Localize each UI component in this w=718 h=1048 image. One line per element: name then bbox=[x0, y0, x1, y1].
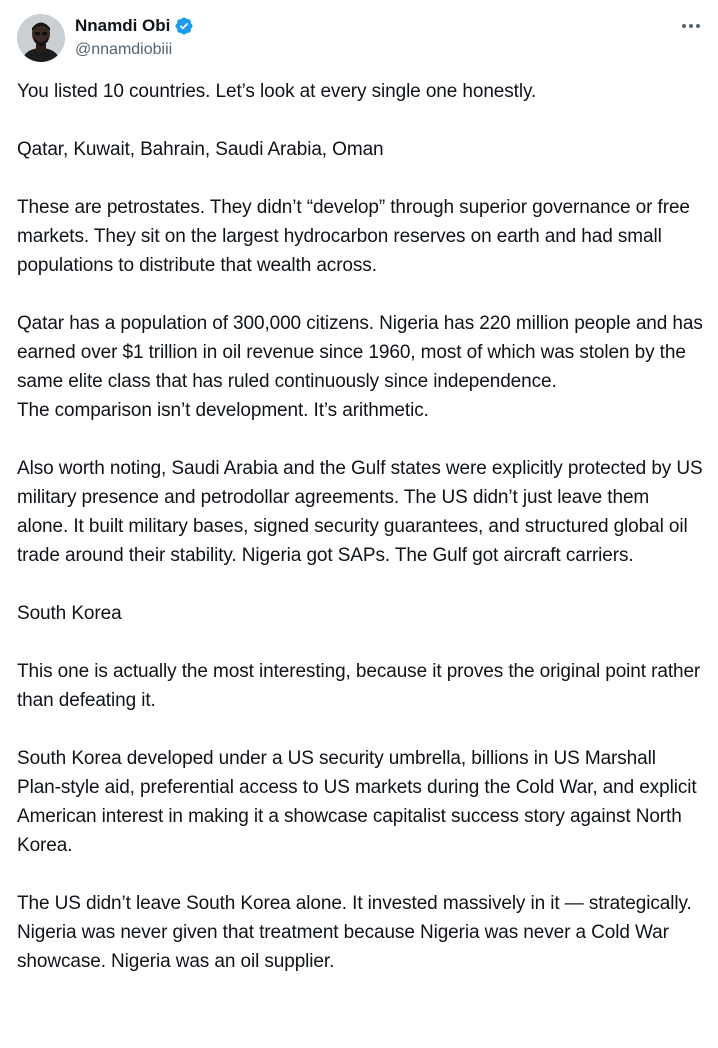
tweet-text bbox=[17, 77, 703, 976]
text-line: This one is actually the most interesting, because it proves the original point rather than defeating it. bbox=[17, 661, 701, 711]
tweet-paragraph bbox=[17, 193, 703, 280]
user-handle[interactable]: @nnamdiobiii bbox=[75, 41, 173, 58]
tweet-paragraph bbox=[17, 77, 703, 106]
text-line: The US didn’t leave South Korea alone. It invested massively in it — strategically. Nigeria was never given that treatment because Nigeria was never a Cold War showcase. Nigeria was an oil supplier. bbox=[17, 893, 692, 972]
text-line: South Korea bbox=[17, 603, 122, 624]
tweet-header bbox=[17, 14, 703, 62]
more-dot bbox=[682, 24, 686, 28]
more-dot bbox=[696, 24, 700, 28]
tweet-paragraph bbox=[17, 599, 703, 628]
text-line: The comparison isn’t development. It’s arithmetic. bbox=[17, 400, 429, 421]
text-line: These are petrostates. They didn’t “develop” through superior governance or free markets. They sit on the largest hydrocarbon reserves on earth and had small populations to distribute that wealth across. bbox=[17, 197, 690, 276]
tweet-paragraph bbox=[17, 657, 703, 715]
avatar[interactable] bbox=[17, 14, 65, 62]
author-info bbox=[75, 15, 194, 60]
more-dot bbox=[689, 24, 693, 28]
text-line: Qatar has a population of 300,000 citizens. Nigeria has 220 million people and has earned over $1 trillion in oil revenue since 1960, most of which was stolen by the same elite class that has ruled continuously since independence. bbox=[17, 313, 703, 392]
tweet-paragraph bbox=[17, 889, 703, 976]
text-line: You listed 10 countries. Let’s look at every single one honestly. bbox=[17, 81, 537, 102]
text-line: Qatar, Kuwait, Bahrain, Saudi Arabia, Oman bbox=[17, 139, 384, 160]
tweet-paragraph bbox=[17, 744, 703, 860]
tweet-paragraph bbox=[17, 309, 703, 425]
tweet-paragraph bbox=[17, 135, 703, 164]
verified-badge-icon[interactable] bbox=[174, 16, 194, 36]
text-line: Also worth noting, Saudi Arabia and the Gulf states were explicitly protected by US military presence and petrodollar agreements. The US didn’t just leave them alone. It built military bases, signed security guarantees, and structured global oil trade around their stability. Nigeria got SAPs. The Gulf got aircraft carriers. bbox=[17, 458, 703, 566]
profile-photo bbox=[17, 14, 65, 62]
display-name[interactable]: Nnamdi Obi bbox=[75, 16, 171, 35]
text-line: South Korea developed under a US security umbrella, billions in US Marshall Plan-style aid, preferential access to US markets during the Cold War, and explicit American interest in making it a showcase capitalist success story against North Korea. bbox=[17, 748, 697, 856]
name-row bbox=[75, 15, 194, 37]
tweet-paragraph bbox=[17, 454, 703, 570]
more-options-icon[interactable] bbox=[679, 14, 703, 38]
